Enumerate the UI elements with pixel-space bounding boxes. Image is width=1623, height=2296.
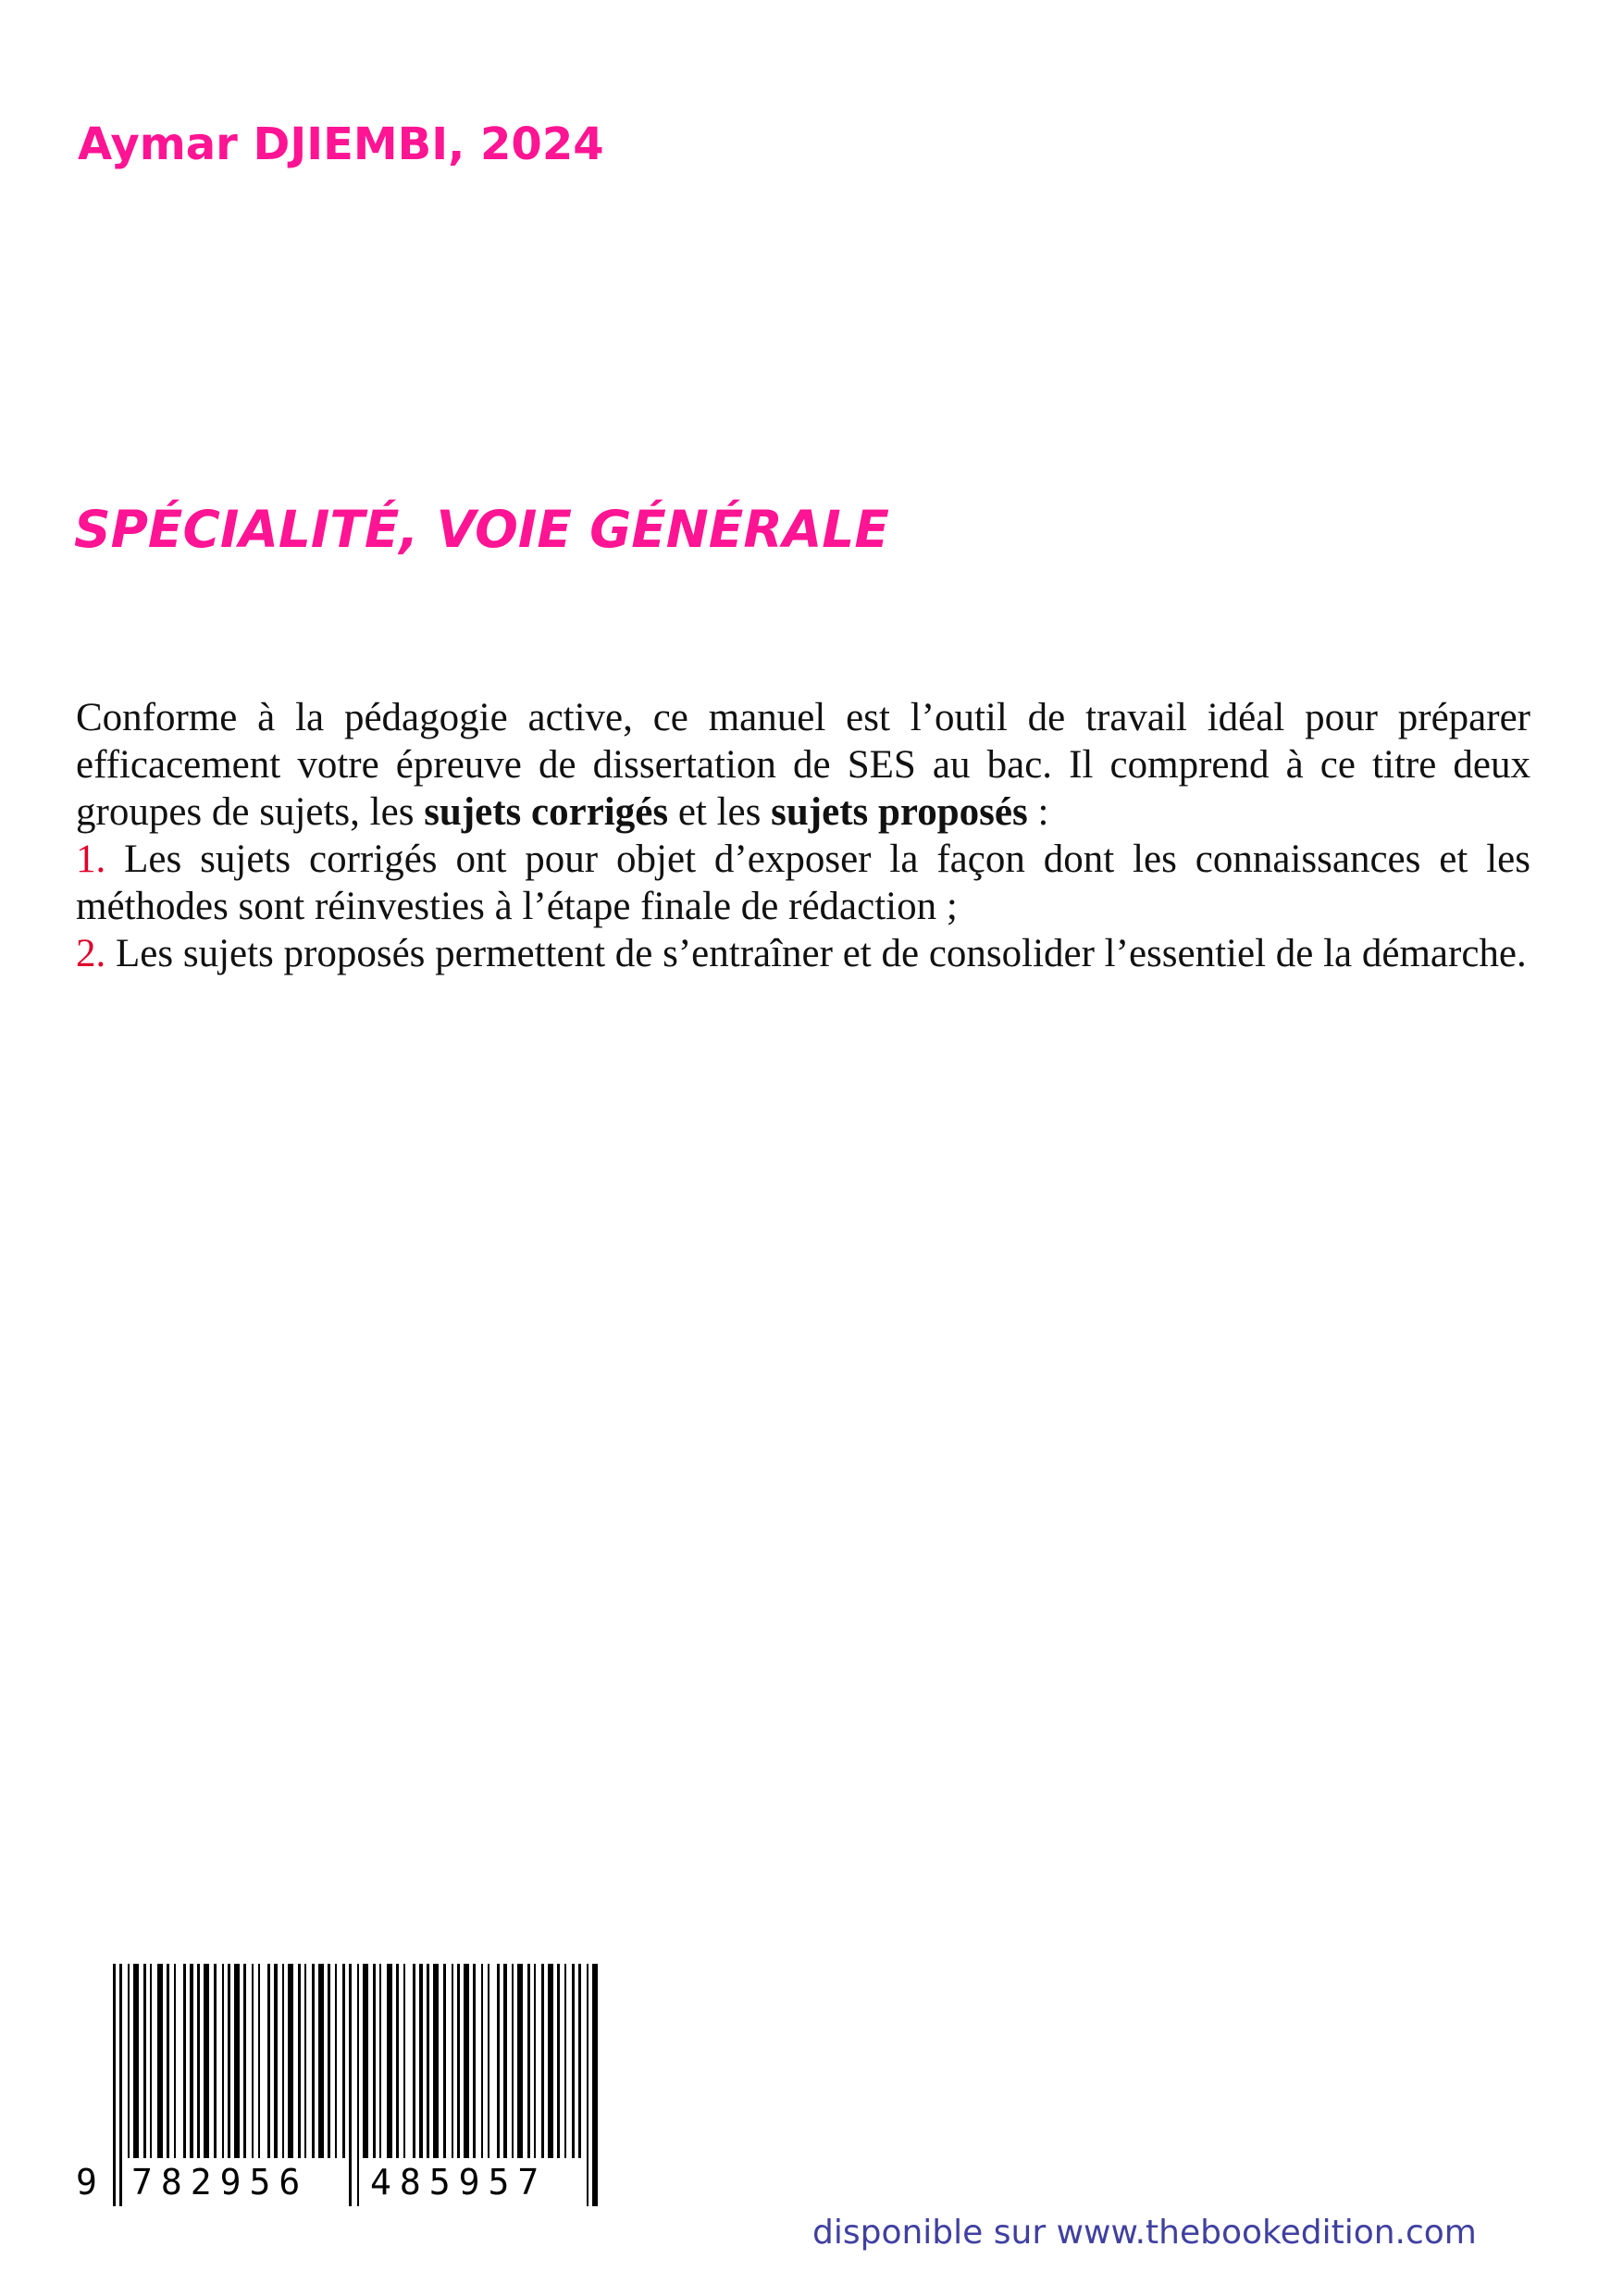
- barcode-bar: [578, 1964, 581, 2158]
- barcode-bar: [464, 1964, 469, 2158]
- barcode-bar: [133, 1964, 139, 2158]
- barcode-bar: [267, 1964, 270, 2158]
- barcode-bar: [419, 1964, 423, 2158]
- cover-subtitle: SPÉCIALITÉ, VOIE GÉNÉRALE: [74, 500, 889, 559]
- list-item-text: Les sujets corrigés ont pour objet d’exposer la façon dont les connaissances et les méthodes sont réinvesties à l’étape finale de rédaction ;: [76, 838, 1530, 928]
- isbn-digits: [76, 2162, 603, 2210]
- barcode-bar: [328, 1964, 330, 2158]
- list-item-text: Les sujets proposés permettent de s’entraîner et de consolider l’essentiel de la démarche.: [105, 932, 1527, 975]
- intro-bold-proposes: sujets proposés: [771, 790, 1028, 834]
- barcode-bar: [243, 1964, 246, 2158]
- barcode-bar: [252, 1964, 254, 2158]
- barcode-bar: [197, 1964, 200, 2158]
- barcode-bar: [335, 1964, 337, 2158]
- barcode-bar: [288, 1964, 293, 2158]
- barcode-bar: [167, 1964, 169, 2158]
- barcode-bar: [473, 1964, 476, 2158]
- list-item-number: 2.: [76, 932, 106, 975]
- author-line: Aymar DJIEMBI, 2024: [78, 118, 604, 170]
- intro-paragraph: [76, 694, 1530, 836]
- barcode-bar: [503, 1964, 507, 2158]
- barcode-bar: [534, 1964, 536, 2158]
- barcode-bar: [564, 1964, 566, 2158]
- intro-text: Conforme à la pédagogie active, ce manuel est l’outil de travail idéal pour préparer efficacement votre épreuve de dissertation de SES au bac. Il comprend à ce titre deux groupes de sujets, les: [76, 696, 1530, 834]
- footer-availability: disponible sur www.thebookedition.com: [812, 2214, 1477, 2252]
- barcode-bar: [312, 1964, 315, 2158]
- barcode-bar: [304, 1964, 306, 2158]
- barcode-bar: [298, 1964, 301, 2158]
- barcode-bar: [517, 1964, 523, 2158]
- barcode-bar: [363, 1964, 368, 2158]
- barcode-bar: [342, 1964, 345, 2158]
- isbn-left-group: 782956: [131, 2162, 309, 2203]
- barcode-bar: [557, 1964, 560, 2158]
- intro-text-2: et les: [668, 790, 772, 834]
- list-item-number: 1.: [76, 838, 106, 881]
- barcode-bar: [396, 1964, 399, 2158]
- barcode-bar: [190, 1964, 193, 2158]
- barcode-bar: [452, 1964, 453, 2158]
- barcode-bar: [274, 1964, 278, 2158]
- barcode-bar: [433, 1964, 439, 2158]
- barcode-bar: [548, 1964, 553, 2158]
- list-item: [76, 930, 1530, 977]
- barcode-bar: [497, 1964, 500, 2158]
- barcode-bar: [488, 1964, 489, 2158]
- barcode-bar: [457, 1964, 460, 2158]
- barcode-bar: [214, 1964, 217, 2158]
- barcode-bar: [128, 1964, 130, 2158]
- barcode-bar: [204, 1964, 209, 2158]
- barcode-bar: [541, 1964, 544, 2158]
- barcode-bar: [387, 1964, 392, 2158]
- barcode-bar: [183, 1964, 186, 2158]
- isbn-right-group: 485957: [370, 2162, 548, 2203]
- barcode-bar: [258, 1964, 260, 2158]
- barcode-bar: [222, 1964, 224, 2158]
- intro-bold-corriges: sujets corrigés: [424, 790, 669, 834]
- list-item: [76, 836, 1530, 930]
- barcode-bar: [373, 1964, 376, 2158]
- isbn-first-digit: 9: [76, 2162, 97, 2203]
- barcode-bar: [512, 1964, 514, 2158]
- barcode-bar: [443, 1964, 446, 2158]
- barcode-bar: [527, 1964, 530, 2158]
- barcode-bar: [481, 1964, 483, 2158]
- intro-text-3: :: [1027, 790, 1049, 834]
- barcode-bar: [150, 1964, 152, 2158]
- barcode-bar: [234, 1964, 240, 2158]
- barcode-bar: [282, 1964, 284, 2158]
- barcode-bar: [427, 1964, 429, 2158]
- cover-description: [76, 694, 1530, 977]
- barcode-bar: [228, 1964, 230, 2158]
- barcode-bar: [403, 1964, 405, 2158]
- barcode-bar: [143, 1964, 146, 2158]
- barcode-bar: [413, 1964, 415, 2158]
- barcode-bar: [379, 1964, 381, 2158]
- barcode-bar: [174, 1964, 176, 2158]
- barcode-bar: [318, 1964, 324, 2158]
- barcode-bar: [157, 1964, 163, 2158]
- barcode-bar: [572, 1964, 575, 2158]
